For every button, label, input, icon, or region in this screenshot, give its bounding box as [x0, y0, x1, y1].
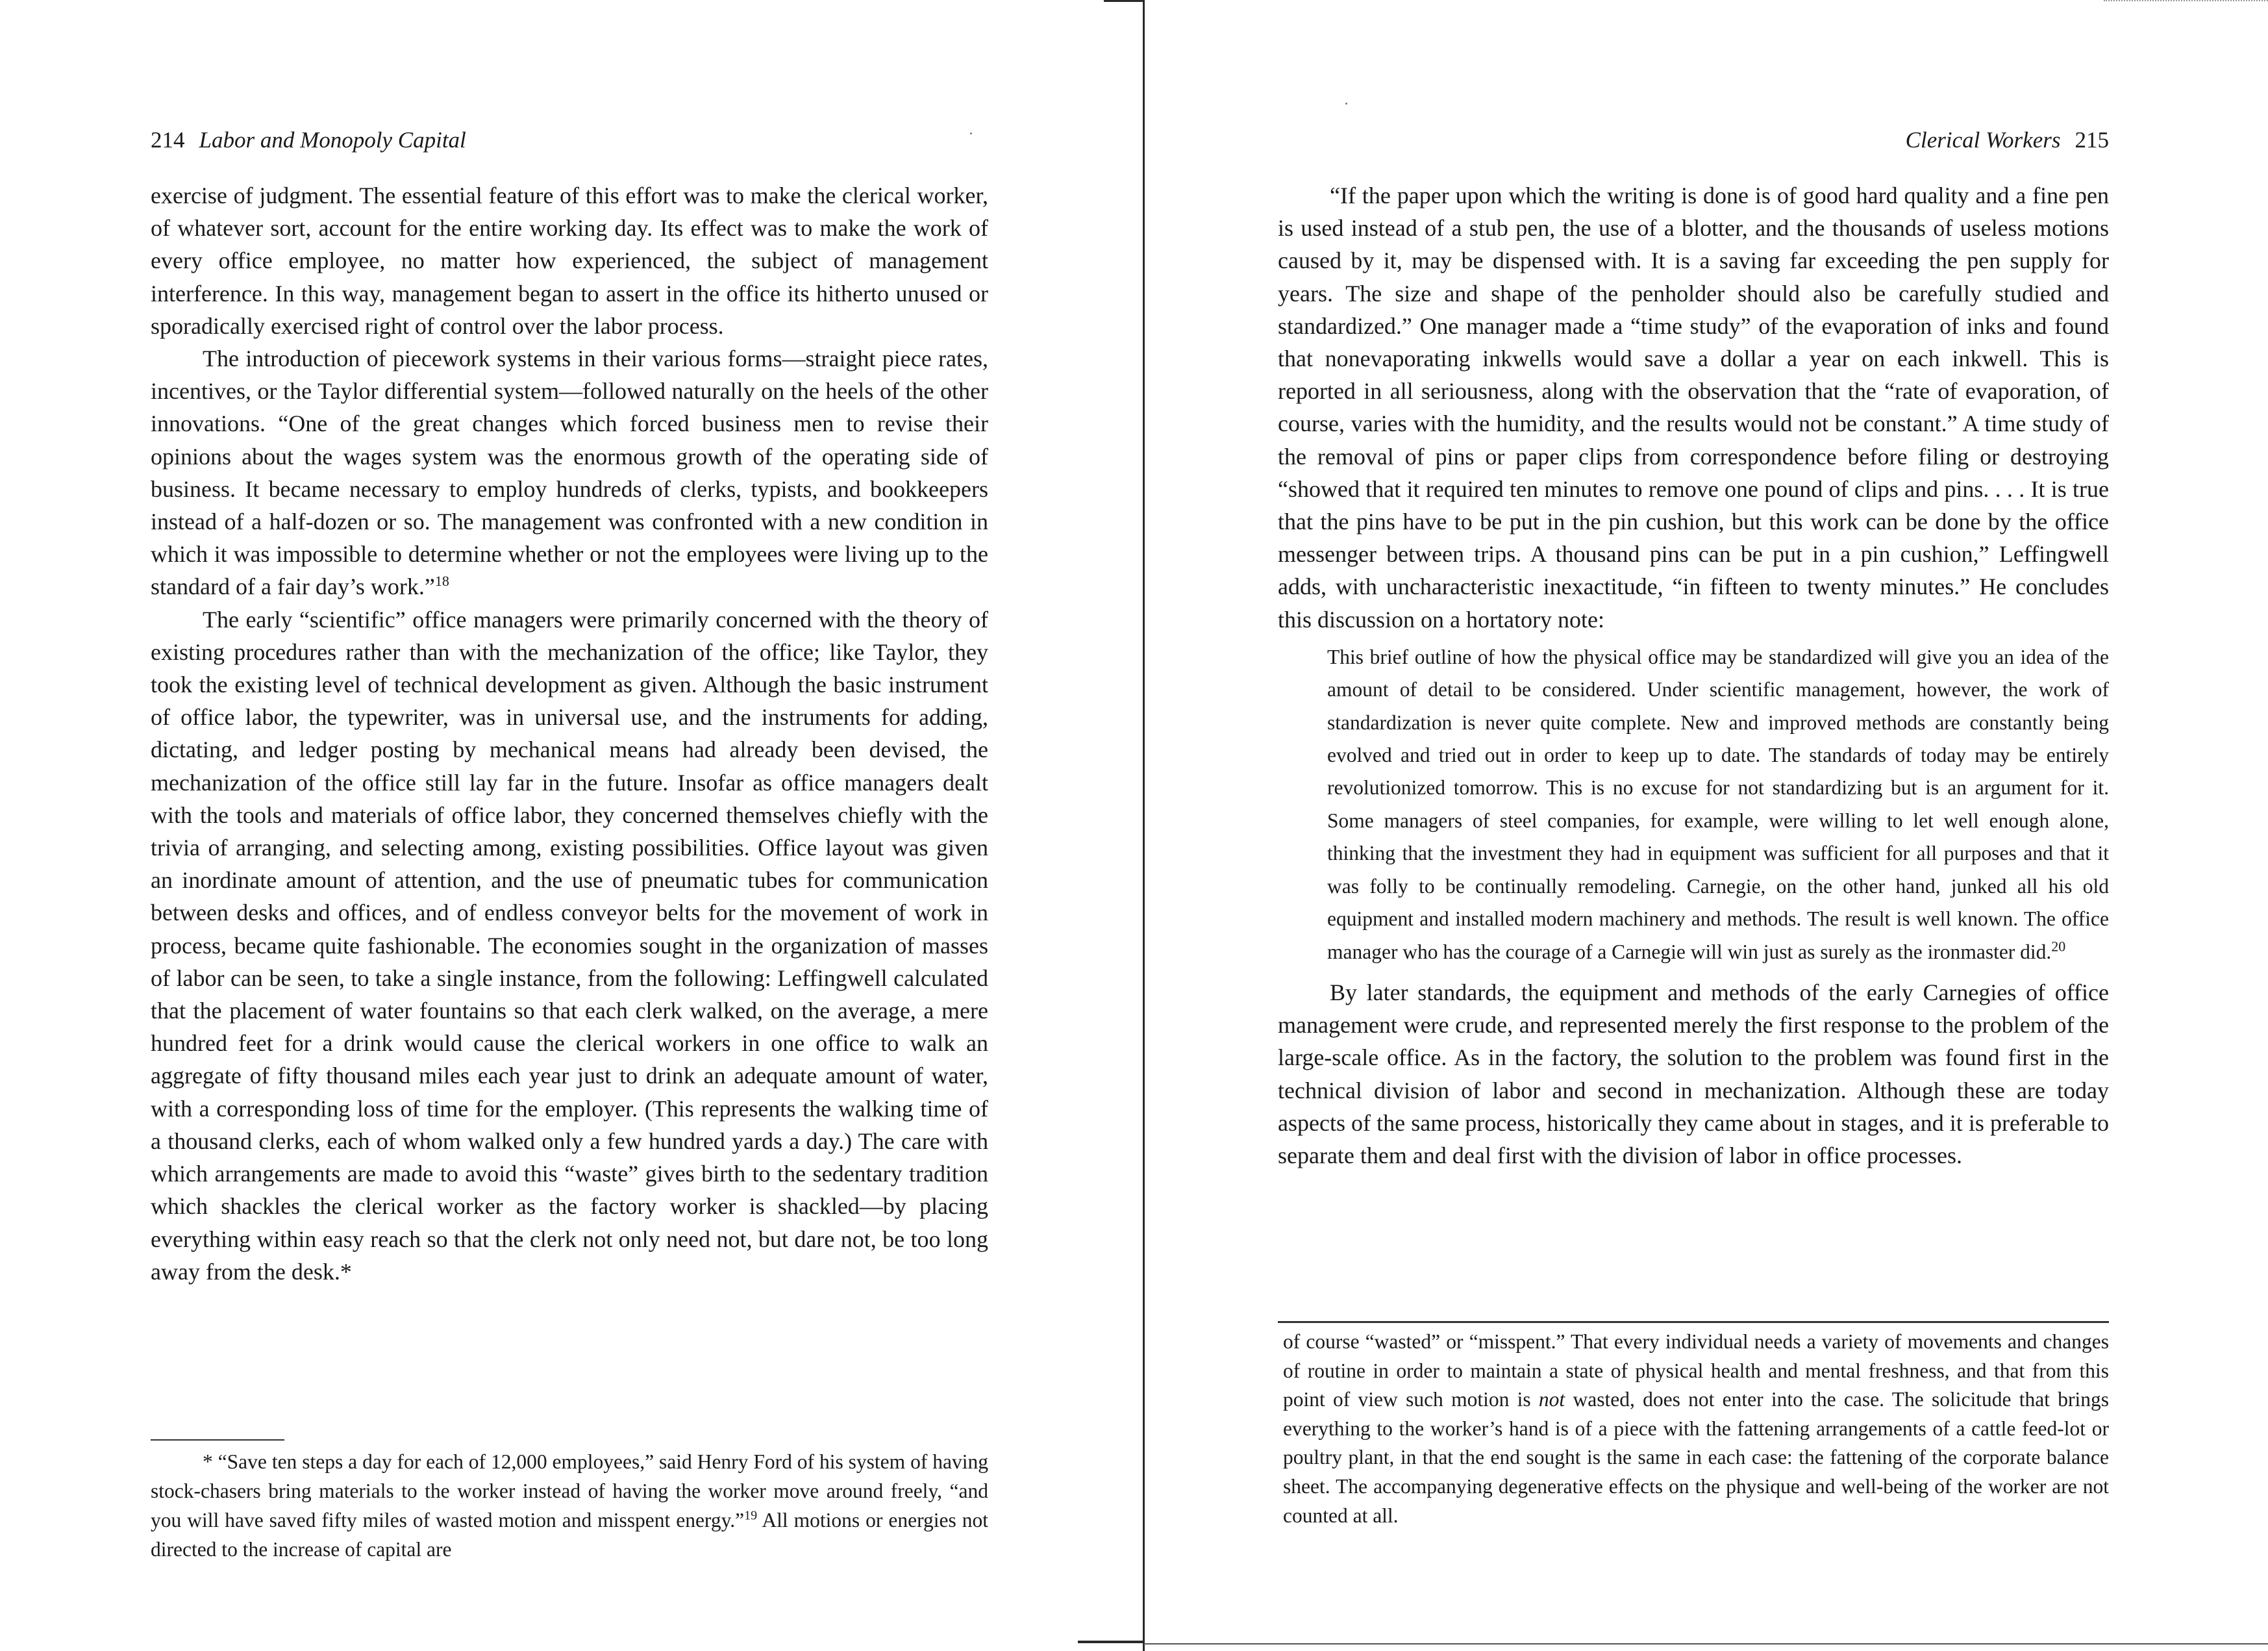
gutter-line [1143, 0, 1145, 1651]
gutter-top-mark [1104, 0, 1144, 2]
scan-speck [1345, 103, 1347, 105]
footnote-rule [1278, 1321, 2109, 1323]
paragraph: By later standards, the equipment and methods of the early Carnegies of office management were crude, and represented merely the first response to the problem of the large-scale office. As in the factory, the solution to the problem was found first in the technical division of labor and second in mechanization. Although these are today aspects of the same process, historically they came about in stages, and it is preferable to separate them and deal first with the division of labor in office processes. [1278, 979, 2109, 1168]
note-reference: 18 [434, 573, 449, 590]
scan-speck [970, 132, 972, 134]
paragraph: The early “scientific” office managers were primarily concerned with the theory of existing procedures rather than with the mechanization of the office; like Taylor, they took the existing level of technical development as given. Although the basic instrument of office labor, the typewriter, was in universal use, and the instruments for adding, dictating, and ledger posting by mechanical means had already been devised, the mechanization of the office still lay far in the future. Insofar as office managers dealt with the tools and materials of office labor, they concerned themselves chiefly with the trivia of arranging, and selecting among, existing possibilities. Office layout was given an inordinate amount of attention, and the use of pneumatic tubes for communication between desks and offices, and of endless conveyor belts for the movement of work in process, became quite fashionable. The economies sought in the organization of masses of labor can be seen, to take a single instance, from the following: Leffingwell calculated that the placement of water fountains so that each clerk walked, on the average, a mere hundred feet for a drink would cause the clerical workers in one office to walk an aggregate of fifty thousand miles each year just to drink an adequate amount of water, with a corresponding loss of time for the employer. (This represents the walking time of a thousand clerks, each of whom walked only a few hundred yards a day.) The care with which arrangements are made to avoid this “waste” gives birth to the sedentary tradition which shackles the clerical worker as the factory worker is shackled—by placing everything within easy reach so that the clerk not only need not, but dare not, be too long away from the desk.* [151, 606, 988, 1285]
footnote-paragraph: of course “wasted” or “misspent.” That every individual needs a variety of movements and changes of routine in order to maintain a state of physical health and mental freshness, and that from this point of view such motion is not wasted, does not enter into the case. The solicitude that brings everything to the worker’s hand is of a piece with the fattening arrangements of a cattle feed-lot or poultry plant, in that the end sought is the same in each case: the fattening of the corporate balance sheet. The accompanying degenerative effects on the physique and well-being of the worker are not counted at all. [1283, 1330, 2109, 1527]
scan-edge-artifact [2104, 0, 2268, 3]
left-page-number: 214 [151, 127, 185, 153]
footnote-rule [151, 1439, 284, 1441]
left-body-text [151, 179, 988, 1288]
page-bottom-edge [1144, 1643, 2268, 1645]
right-page-number: 215 [2075, 127, 2109, 153]
right-running-head [1906, 127, 2109, 153]
paragraph: The introduction of piecework systems in their various forms—straight piece rates, incentives, or the Taylor differential system—followed naturally on the heels of the other innovations. “One of the great changes which forced business men to revise their opinions about the wages system was the enormous growth of the operating side of business. It became necessary to employ hundreds of clerks, typists, and bookkeepers instead of a half-dozen or so. The management was confronted with a new condition in which it was impossible to determine whether or not the employees were living up to the standard of a fair day’s work.”$^{18}$ [151, 346, 988, 600]
note-reference: 20 [2051, 938, 2066, 954]
right-running-title: Clerical Workers [1905, 127, 2061, 153]
paragraph: “If the paper upon which the writing is done is of good hard quality and a fine pen is used instead of a stub pen, the use of a blotter, and the thousands of useless motions caused by it, may be dispensed with. It is a saving far exceeding the pen supply for years. The size and shape of the penholder should also be carefully studied and standardized.” One manager made a “time study” of the evaporation of inks and found that nonevaporating inkwells would save a dollar a year on each inkwell. This is reported in all seriousness, along with the observation that the “rate of evaporation, of course, varies with the humidity, and the results would not be constant.” A time study of the removal of pins or paper clips from correspondence before filing or destroying “showed that it required ten minutes to remove one pound of clips and pins. . . . It is true that the pins have to be put in the pin cushion, but this work can be done by the office messenger between trips. A thousand pins can be put in a pin cushion,” Leffingwell adds, with uncharacteristic inexactitude, “in fifteen to twenty minutes.” He concludes this discussion on a hortatory note: [1278, 183, 2109, 633]
right-body-text [1278, 179, 2109, 1172]
block-quote: This brief outline of how the physical office may be standardized will give you an idea of the amount of detail to be considered. Under scientific management, however, the work of standardization is never quite complete. New and improved methods are constantly being evolved and tried out in order to keep up to date. The standards of today may be entirely revolutionized tomorrow. This is no excuse for not standardizing but is an argument for it. Some managers of steel companies, for example, were willing to let well enough alone, thinking that the investment they had in equipment was sufficient for all purposes and that it was folly to be continually remodeling. Carnegie, on the other hand, junked all his old equipment and installed modern machinery and methods. The result is well known. The office manager who has the courage of a Carnegie will win just as surely as the ironmaster did.$^{20}$ [1327, 645, 2109, 963]
paragraph: exercise of judgment. The essential feature of this effort was to make the clerical worker, of whatever sort, account for the entire working day. Its effect was to make the work of every office employee, no matter how experienced, the subject of management interference. In this way, management began to assert in the office its hitherto unused or sporadically exercised right of control over the labor process. [151, 183, 988, 339]
gutter-bottom-mark [1078, 1641, 1144, 1643]
left-footnote [151, 1447, 988, 1564]
left-running-head [151, 127, 466, 153]
left-running-title: Labor and Monopoly Capital [199, 127, 466, 153]
right-footnote [1283, 1328, 2109, 1530]
note-reference: 19 [744, 1508, 758, 1523]
footnote-paragraph: * “Save ten steps a day for each of 12,000 employees,” said Henry Ford of his system of having stock-chasers bring materials to the worker instead of having the worker move around freely, “and you will have saved fifty miles of wasted motion and misspent energy.”$^{19}$ All motions or energies not directed to the increase of capital are [151, 1450, 988, 1561]
